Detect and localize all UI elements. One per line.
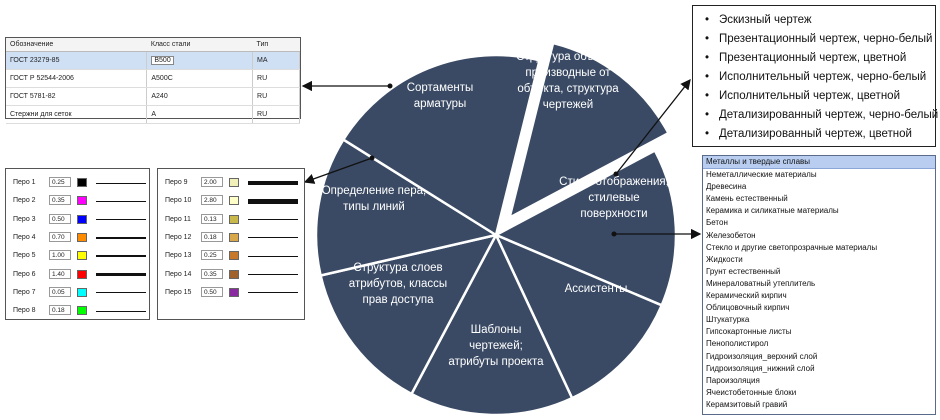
table-cell: RU: [253, 106, 300, 124]
pen-row[interactable]: [158, 230, 304, 246]
table-cell: ГОСТ Р 52544-2006: [6, 70, 147, 88]
table-cell: ГОСТ 23279-85: [6, 52, 147, 70]
list-item[interactable]: Минераловатный утеплитель: [706, 278, 816, 288]
table-row[interactable]: [6, 88, 300, 106]
pie-label-line: Сортаменты: [406, 82, 474, 94]
pen-label: Перо 3: [13, 215, 36, 223]
pen-line-sample: [248, 237, 298, 238]
pie-label-line: атрибутов, классы: [348, 278, 448, 290]
pen-color-swatch[interactable]: [229, 233, 239, 242]
pen-row[interactable]: [158, 212, 304, 228]
pen-line-sample: [248, 256, 298, 257]
pen-line-sample: [248, 292, 298, 293]
pen-label: Перо 6: [13, 270, 36, 278]
pen-width-field[interactable]: 1.00: [49, 250, 71, 260]
list-item[interactable]: Облицовочный кирпич: [706, 303, 790, 313]
pen-width-field[interactable]: 0.70: [49, 232, 71, 242]
pie-label-assistants: [565, 283, 628, 295]
pen-row[interactable]: [158, 248, 304, 264]
pen-color-swatch[interactable]: [229, 215, 239, 224]
pen-row[interactable]: [6, 303, 149, 319]
list-item[interactable]: Грунт естественный: [706, 266, 781, 276]
pen-color-swatch[interactable]: [229, 270, 239, 279]
pen-row[interactable]: [6, 267, 149, 283]
pen-row[interactable]: [6, 248, 149, 264]
pen-line-sample: [248, 199, 298, 204]
display-styles-panel: [692, 5, 939, 147]
pen-line-sample: [96, 292, 146, 293]
list-item[interactable]: Керамика и силикатные материалы: [706, 206, 839, 216]
list-item[interactable]: • Презентационный чертеж, цветной: [705, 50, 935, 69]
pen-line-sample: [248, 274, 298, 275]
rebar-header-type[interactable]: Тип: [253, 38, 300, 52]
pen-color-swatch[interactable]: [77, 215, 87, 224]
pen-label: Перо 2: [13, 197, 36, 205]
pen-label: Перо 9: [165, 179, 188, 186]
display-styles-list: [693, 6, 939, 145]
list-item[interactable]: Стекло и другие светопрозрачные материалы: [706, 242, 878, 252]
list-item[interactable]: Железобетон: [706, 230, 756, 240]
pen-line-sample: [96, 311, 146, 312]
table-cell: ГОСТ 5781-82: [6, 88, 147, 106]
rebar-table-panel: [5, 37, 301, 119]
list-item[interactable]: • Эскизный чертеж: [705, 12, 935, 31]
pen-line-sample: [96, 219, 146, 220]
pen-label: Перо 13: [165, 252, 192, 260]
table-row[interactable]: [6, 52, 300, 70]
pie-label-line: чертежей;: [469, 340, 523, 352]
pen-row[interactable]: [6, 193, 149, 209]
pen-label: Перо 8: [13, 307, 36, 315]
pen-color-swatch[interactable]: [77, 178, 87, 187]
pen-color-swatch[interactable]: [77, 306, 87, 315]
pen-label: Перо 10: [165, 197, 192, 205]
pen-color-swatch[interactable]: [77, 196, 87, 205]
materials-list-panel: [702, 155, 936, 415]
pen-width-field[interactable]: 0.13: [201, 214, 223, 224]
pen-row[interactable]: [158, 193, 304, 209]
table-cell: A240: [147, 88, 253, 106]
table-cell: A500C: [147, 70, 253, 88]
list-item[interactable]: • Исполнительный чертеж, черно-белый: [705, 69, 935, 88]
pen-label: Перо 5: [13, 252, 36, 260]
pen-label: Перо 11: [165, 215, 191, 223]
steel-class-field[interactable]: B500: [151, 56, 173, 65]
pen-width-field[interactable]: 0.05: [49, 287, 71, 297]
pen-line-sample: [96, 255, 146, 257]
pen-label: Перо 12: [165, 233, 192, 241]
list-item[interactable]: • Детализированный чертеж, цветной: [705, 126, 935, 145]
pie-label-line: Структура объекта,: [516, 51, 620, 63]
table-cell: A: [147, 106, 253, 124]
pen-line-sample: [96, 183, 146, 184]
pen-row[interactable]: [6, 285, 149, 301]
list-item[interactable]: Керамзитовый гравий: [706, 399, 788, 409]
pen-line-sample: [248, 181, 298, 185]
table-row[interactable]: [6, 70, 300, 88]
pen-width-field[interactable]: 1.40: [49, 269, 71, 279]
pen-width-field[interactable]: 0.25: [201, 250, 223, 260]
pen-color-swatch[interactable]: [77, 233, 87, 242]
pen-width-field[interactable]: 0.18: [49, 305, 71, 315]
pen-color-swatch[interactable]: [77, 288, 87, 297]
pie-label-line: поверхности: [580, 208, 648, 220]
pen-width-field[interactable]: 0.25: [49, 177, 71, 187]
pie-label-line: типы линий: [343, 201, 405, 213]
pen-color-swatch[interactable]: [229, 288, 239, 297]
table-row[interactable]: [6, 106, 300, 124]
pen-color-swatch[interactable]: [77, 251, 87, 260]
pen-line-sample: [96, 237, 146, 238]
pie-label-line: Стили отображения,: [559, 176, 669, 188]
pie-label-line: чертежей: [542, 99, 594, 111]
pen-color-swatch[interactable]: [229, 196, 239, 205]
list-item[interactable]: Камень естественный: [706, 194, 788, 204]
pie-label-layers: [349, 262, 447, 306]
pie-label-line: объекта, структура: [517, 83, 619, 95]
rebar-header-steel-class[interactable]: Класс стали: [147, 38, 253, 52]
pen-width-field[interactable]: 0.18: [201, 232, 223, 242]
list-item[interactable]: Гипсокартонные листы: [706, 327, 792, 337]
arrow-dot-rebar: [388, 84, 393, 89]
list-item[interactable]: Керамический кирпич: [706, 291, 787, 301]
list-item[interactable]: Бетон: [706, 218, 728, 228]
table-cell: [147, 52, 253, 70]
pie-label-line: атрибуты проекта: [448, 356, 544, 368]
list-item[interactable]: Ячеистобетонные блоки: [706, 387, 797, 397]
pen-label: Перо 1: [13, 179, 36, 186]
table-cell: Стержни для сеток: [6, 106, 147, 124]
table-cell: RU: [253, 88, 300, 106]
list-item[interactable]: Жидкости: [706, 254, 743, 264]
pie-label-line: Ассистенты: [564, 283, 628, 295]
pen-row[interactable]: [6, 175, 149, 191]
pie-label-line: производные от: [525, 67, 611, 79]
arrow-dot-styles: [614, 172, 619, 177]
list-item[interactable]: Пенополистирол: [706, 339, 769, 349]
pen-line-sample: [248, 219, 298, 220]
table-cell: RU: [253, 70, 300, 88]
pen-width-field[interactable]: 0.35: [201, 269, 223, 279]
list-item[interactable]: Гидроизоляция_нижний слой: [706, 363, 815, 373]
rebar-table: [6, 38, 300, 124]
pie-label-line: стилевые: [588, 192, 640, 204]
pen-width-field[interactable]: 2.80: [201, 195, 223, 205]
pen-width-field[interactable]: 0.50: [49, 214, 71, 224]
pens-panel-left: [5, 168, 150, 320]
pie-label-line: арматуры: [413, 98, 467, 110]
pen-row[interactable]: [6, 212, 149, 228]
pen-label: Перо 14: [165, 270, 192, 278]
pen-row[interactable]: [158, 267, 304, 283]
arrow-dot-pens: [370, 156, 375, 161]
list-item[interactable]: • Презентационный чертеж, черно-белый: [705, 31, 935, 50]
pen-color-swatch[interactable]: [229, 251, 239, 260]
list-item[interactable]: Пароизоляция: [706, 375, 760, 385]
pie-label-line: Шаблоны: [470, 324, 522, 336]
arrow-dot-materials: [612, 232, 617, 237]
pen-line-sample: [96, 201, 146, 202]
list-item[interactable]: Гидроизоляция_верхний слой: [706, 351, 818, 361]
list-item[interactable]: • Детализированный чертеж, черно-белый: [705, 107, 935, 126]
pen-label: Перо 4: [13, 233, 36, 241]
pen-width-field[interactable]: 0.35: [49, 195, 71, 205]
pie-label-line: прав доступа: [362, 294, 434, 306]
pens-panel-right: [157, 168, 305, 320]
pen-row[interactable]: [158, 285, 304, 301]
pie-label-line: Определение пера,: [321, 185, 427, 197]
pen-row[interactable]: [158, 175, 304, 191]
pen-width-field[interactable]: 2.00: [201, 177, 223, 187]
list-item[interactable]: Штукатурка: [706, 315, 750, 325]
pen-label: Перо 7: [13, 288, 36, 296]
table-cell: MA: [253, 52, 300, 70]
pen-line-sample: [96, 273, 146, 276]
pen-width-field[interactable]: 0.50: [201, 287, 223, 297]
pen-label: Перо 15: [165, 288, 192, 296]
pie-label-line: Структура слоев: [353, 262, 443, 274]
pen-color-swatch[interactable]: [77, 270, 87, 279]
list-item[interactable]: Неметаллические материалы: [706, 170, 817, 180]
pen-color-swatch[interactable]: [229, 178, 239, 187]
list-item[interactable]: Древесина: [706, 182, 747, 192]
rebar-header-designation[interactable]: Обозначение: [6, 38, 147, 52]
pen-row[interactable]: [6, 230, 149, 246]
list-item[interactable]: Металлы и твердые сплавы: [703, 156, 935, 169]
list-item[interactable]: • Исполнительный чертеж, цветной: [705, 88, 935, 107]
